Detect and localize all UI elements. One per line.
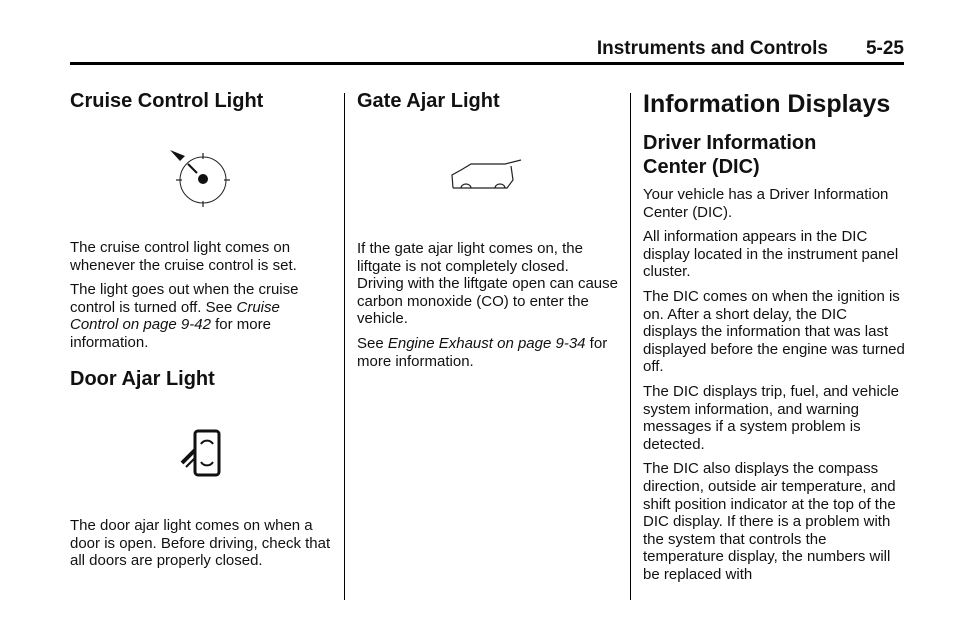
dic-paragraph-5: The DIC also displays the compass direction, outside air temperature, and shift position indicator at the top of the DIC display. If there is a problem with the system that controls the temperature display, the numbers will be replaced with xyxy=(643,460,896,583)
gate-ajar-heading: Gate Ajar Light xyxy=(357,90,500,112)
section-title: Instruments and Controls xyxy=(596,38,828,59)
information-displays-heading: Information Displays xyxy=(643,90,891,118)
column-1 xyxy=(70,88,332,570)
gate-paragraph-2: See Engine Exhaust on page 9-34 for more information. xyxy=(357,334,608,370)
door-ajar-heading: Door Ajar Light xyxy=(70,368,215,390)
cruise-control-link[interactable]: Cruise Control on page 9-42 xyxy=(70,298,280,334)
column-divider-1 xyxy=(344,93,345,600)
page-number: 5-25 xyxy=(865,38,904,59)
cruise-paragraph-1: The cruise control light comes on whenever the cruise control is set. xyxy=(70,239,297,274)
gate-ajar-icon xyxy=(449,158,527,192)
gate-paragraph-1: If the gate ajar light comes on, the liftgate is not completely closed. Driving with the liftgate open can cause carbon monoxide (CO) to enter the vehicle. xyxy=(357,240,618,328)
header-rule xyxy=(70,62,904,65)
dic-heading: Driver Information Center (DIC) xyxy=(643,132,817,178)
door-ajar-icon xyxy=(178,428,224,480)
cruise-paragraph-2: The light goes out when the cruise control is turned off. See Cruise Control on page 9-42 for more information. xyxy=(70,281,299,351)
cruise-control-heading: Cruise Control Light xyxy=(70,90,264,112)
engine-exhaust-link[interactable]: Engine Exhaust on page 9-34 xyxy=(387,334,586,352)
dic-paragraph-1: Your vehicle has a Driver Information Center (DIC). xyxy=(643,186,889,221)
column-divider-2 xyxy=(630,93,631,600)
dic-text xyxy=(643,186,905,583)
cruise-control-icon xyxy=(166,144,236,208)
gate-text xyxy=(357,240,619,377)
door-text xyxy=(70,517,332,577)
dic-paragraph-4: The DIC displays trip, fuel, and vehicle system information, and warning messages if a system problem is detected. xyxy=(643,382,899,453)
column-2 xyxy=(357,88,619,370)
door-paragraph-1: The door ajar light comes on when a door is open. Before driving, check that all doors are properly closed. xyxy=(70,517,331,570)
dic-paragraph-2: All information appears in the DIC display located in the instrument panel cluster. xyxy=(643,228,899,281)
column-3 xyxy=(643,88,905,590)
dic-paragraph-3: The DIC comes on when the ignition is on. After a short delay, the DIC displays the information that was last displayed before the engine was turned off. xyxy=(643,287,905,376)
cruise-text xyxy=(70,239,332,359)
